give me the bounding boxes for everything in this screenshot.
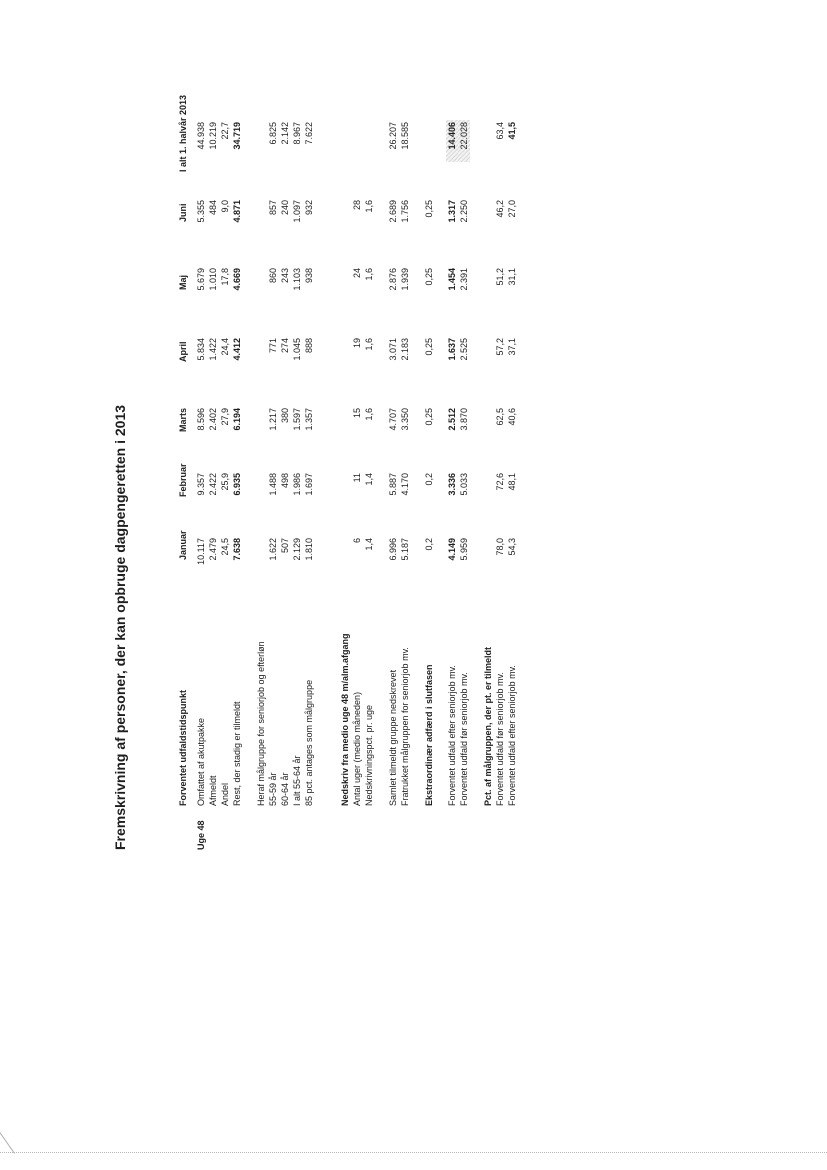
total-cell: 2.142	[280, 122, 290, 145]
table-cell: 1,6	[364, 408, 374, 421]
table-cell: 5.679	[196, 268, 206, 291]
table-cell: 25,9	[220, 473, 230, 491]
table-cell: 7.638	[232, 538, 242, 561]
table-cell: 72,6	[495, 473, 505, 491]
total-cell: 26.207	[388, 122, 398, 150]
total-cell: 63,4	[495, 122, 505, 140]
column-header-marts: Marts	[178, 407, 188, 432]
table-cell: 1.357	[304, 408, 314, 431]
row-label: Andel	[220, 782, 230, 806]
document-title: Fremskrivning af personer, der kan opbruge dagpengeretten i 2013	[112, 404, 128, 850]
table-cell: 1.317	[447, 200, 457, 223]
row-label: Antal uger (medio måneden)	[352, 691, 362, 806]
table-cell: 0,25	[424, 268, 434, 286]
table-cell: 31,1	[507, 268, 517, 286]
table-cell: 888	[304, 338, 314, 354]
row-label: Forventet udfald efter seniorjob mv.	[507, 665, 517, 806]
table-cell: 484	[208, 200, 218, 216]
column-header-april: April	[178, 341, 188, 362]
table-cell: 17,8	[220, 268, 230, 286]
table-cell: 2.479	[208, 538, 218, 561]
table-cell: 19	[352, 338, 362, 349]
row-label: Nedskriv fra medio uge 48 m/alm.afgang	[340, 633, 350, 806]
table-cell: 10.117	[196, 538, 206, 565]
table-cell: 380	[280, 408, 290, 424]
table-cell: 0,2	[424, 538, 434, 551]
table-cell: 1,6	[364, 338, 374, 351]
table-cell: 37,1	[507, 338, 517, 356]
table-cell: 2.512	[447, 408, 457, 431]
rotated-table-sheet	[110, 94, 710, 850]
table-cell: 1.939	[400, 268, 410, 291]
table-cell: 240	[280, 200, 290, 216]
table-cell: 9.357	[196, 473, 206, 496]
table-cell: 5.834	[196, 338, 206, 361]
row-label: Samlet tilmeldt gruppe nedskrevet	[388, 669, 398, 806]
table-cell: 1.986	[292, 473, 302, 496]
table-cell: 6.996	[388, 538, 398, 561]
table-cell: 1.756	[400, 200, 410, 223]
total-cell: 7.622	[304, 122, 314, 145]
table-cell: 2.525	[459, 338, 469, 361]
table-cell: 51,2	[495, 268, 505, 286]
table-cell: 938	[304, 268, 314, 284]
row-label: 85 pct. antages som målgruppe	[304, 679, 314, 806]
table-cell: 1.637	[447, 338, 457, 361]
table-cell: 2.402	[208, 408, 218, 431]
table-cell: 1,6	[364, 200, 374, 213]
table-cell: 2.422	[208, 473, 218, 496]
table-cell: 1.697	[304, 473, 314, 496]
table-cell: 1.810	[304, 538, 314, 561]
table-cell: 2.250	[459, 200, 469, 223]
table-cell: 4.170	[400, 473, 410, 496]
row-label: Heraf målgruppe for seniorjob og efterløn	[256, 641, 266, 806]
total-cell: 14.406	[447, 122, 457, 150]
table-cell: 932	[304, 200, 314, 216]
row-label: Forventet udfald efter seniorjob mv.	[447, 665, 457, 806]
row-label: Nedskrivningspct. pr. uge	[364, 704, 374, 806]
table-cell: 3.071	[388, 338, 398, 361]
table-cell: 0,25	[424, 338, 434, 356]
column-header-maj: Maj	[178, 274, 188, 290]
table-cell: 28	[352, 200, 362, 211]
table-cell: 15	[352, 408, 362, 419]
scan-mark	[0, 1130, 15, 1154]
table-cell: 27,0	[507, 200, 517, 218]
total-cell: 8.967	[292, 122, 302, 145]
row-label: Pct. af målgruppen, der pt. er tilmeldt	[483, 646, 493, 806]
table-cell: 48,1	[507, 473, 517, 491]
table-cell: 2.391	[459, 268, 469, 291]
table-cell: 1,6	[364, 268, 374, 281]
table-cell: 2.876	[388, 268, 398, 291]
table-cell: 0,25	[424, 408, 434, 426]
column-header-total: I alt 1. halvår 2013	[178, 94, 188, 172]
table-cell: 4.412	[232, 338, 242, 361]
row-label: 55-59 år	[268, 772, 278, 806]
table-cell: 24,4	[220, 338, 230, 356]
table-cell: 3.336	[447, 473, 457, 496]
table-cell: 6.935	[232, 473, 242, 496]
table-cell: 1.622	[268, 538, 278, 561]
table-cell: 5.355	[196, 200, 206, 223]
table-cell: 3.870	[459, 408, 469, 431]
row-label: Ekstraordinær adfærd i slutfasen	[424, 664, 434, 806]
table-cell: 57,2	[495, 338, 505, 356]
column-header-februar: Februar	[178, 463, 188, 497]
table-cell: 274	[280, 338, 290, 354]
table-cell: 2.689	[388, 200, 398, 223]
total-cell: 18.585	[400, 122, 410, 150]
row-label: Afmeldt	[208, 775, 218, 806]
table-cell: 771	[268, 338, 278, 354]
total-cell: 6.825	[268, 122, 278, 145]
table-cell: 2.129	[292, 538, 302, 561]
row-label: Omfattet af akutpakke	[196, 717, 206, 806]
week-label: Uge 48	[196, 820, 206, 850]
table-cell: 498	[280, 473, 290, 489]
table-cell: 27,9	[220, 408, 230, 426]
table-cell: 6.194	[232, 408, 242, 431]
table-cell: 24,5	[220, 538, 230, 556]
row-label: Forventet udfald før seniorjob mv.	[459, 672, 469, 806]
table-cell: 62,5	[495, 408, 505, 426]
total-cell: 22,7	[220, 122, 230, 140]
table-cell: 5.887	[388, 473, 398, 496]
table-cell: 46,2	[495, 200, 505, 218]
table-cell: 243	[280, 268, 290, 284]
table-cell: 857	[268, 200, 278, 216]
total-cell: 44.938	[196, 122, 206, 150]
table-cell: 1,4	[364, 473, 374, 486]
table-cell: 6	[352, 538, 362, 544]
table-cell: 507	[280, 538, 290, 554]
row-label: I alt 55-64 år	[292, 755, 302, 806]
row-label: Forventet udfald før seniorjob mv.	[495, 672, 505, 806]
total-cell: 22.028	[459, 122, 469, 150]
table-cell: 5.033	[459, 473, 469, 496]
total-cell: 10.219	[208, 122, 218, 150]
table-cell: 3.350	[400, 408, 410, 431]
table-cell: 4.149	[447, 538, 457, 561]
table-cell: 1.488	[268, 473, 278, 496]
table-cell: 5.959	[459, 538, 469, 561]
table-cell: 1.454	[447, 268, 457, 291]
table-cell: 11	[352, 473, 362, 483]
row-label: 60-64 år	[280, 772, 290, 806]
table-cell: 8.596	[196, 408, 206, 431]
table-cell: 9,0	[220, 200, 230, 213]
row-label: Rest, der stadig er tilmeldt	[232, 701, 242, 806]
total-cell: 34.719	[232, 122, 242, 150]
table-cell: 4.707	[388, 408, 398, 431]
table-cell: 1.422	[208, 338, 218, 361]
table-cell: 1.103	[292, 268, 302, 291]
table-cell: 54,3	[507, 538, 517, 556]
table-cell: 0,25	[424, 200, 434, 218]
table-cell: 78,0	[495, 538, 505, 556]
scan-edge-line	[0, 1152, 827, 1153]
row-label: Fratrukket målgruppen for seniorjob mv.	[400, 647, 410, 806]
table-cell: 1.597	[292, 408, 302, 431]
table-cell: 1,4	[364, 538, 374, 551]
table-cell: 0,2	[424, 473, 434, 486]
column-header-label: Forventet udfaldstidspunkt	[178, 689, 188, 806]
table-cell: 4.871	[232, 200, 242, 223]
table-cell: 4.669	[232, 268, 242, 291]
table-cell: 860	[268, 268, 278, 284]
table-cell: 1.010	[208, 268, 218, 291]
total-cell: 41,5	[507, 122, 517, 140]
table-cell: 1.217	[268, 408, 278, 431]
column-header-juni: Juni	[178, 203, 188, 222]
table-cell: 1.097	[292, 200, 302, 223]
table-cell: 5.187	[400, 538, 410, 561]
column-header-januar: Januar	[178, 530, 188, 560]
table-cell: 1.045	[292, 338, 302, 361]
table-cell: 40,6	[507, 408, 517, 426]
table-cell: 24	[352, 268, 362, 279]
table-cell: 2.183	[400, 338, 410, 361]
